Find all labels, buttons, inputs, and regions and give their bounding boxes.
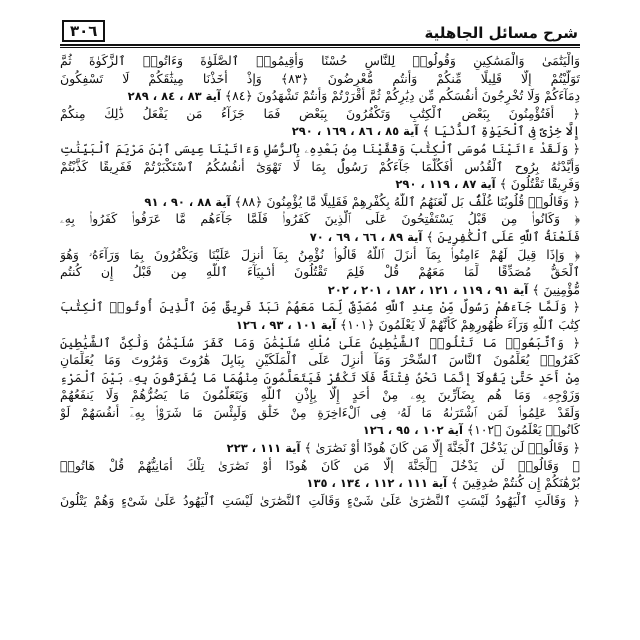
verse-text: تَوَلَّيْتُمْ إِلَّا قَلِيلًا مِّنكُمْ وَأَنتُم مُّعْرِضُونَ ﴿٨٣﴾ وَإِذْ أَخَذْنَا مِيثَٰقَكُمْ لَا تَسْفِكُونَ — [60, 70, 580, 86]
verse-text: كِتَٰبَ ٱللَّهِ وَرَآءَ ظُهُورِهِمْ كَأَنَّهُمْ لَا يَعْلَمُونَ ﴿١٠١﴾ — [340, 316, 580, 332]
verse-text: مِنْ أَحَدٍ حَتَّىٰ يَقُولَآ إِنَّمَا نَحْنُ فِتْنَةٌ فَلَا تَكْفُرْ فَيَتَعَلَّمُونَ مِنْهُمَا مَا يُفَرِّقُونَ بِهِۦ بَيْنَ ٱلْمَرْءِ — [60, 369, 580, 385]
verse-text: ﴿ وَكَانُوا۟ مِن قَبْلُ يَسْتَفْتِحُونَ عَلَى ٱلَّذِينَ كَفَرُوا۟ فَلَمَّا جَآءَهُم مَّا عَرَفُوا۟ كَفَرُوا۟ بِهِۦ — [60, 211, 580, 227]
header-rule-thin — [60, 47, 580, 48]
verse-reference: آية ٨٣ ، ٨٤ ، ٢٨٩ — [127, 89, 221, 104]
text-line — [60, 421, 580, 439]
verse-text: وَالْيَتَٰمَىٰ وَالْمَسَٰكِينِ وَقُولُوا۟ لِلنَّاسِ حُسْنًا وَأَقِيمُوا۟ ٱلصَّلَوٰةَ وَءَاتُوا۟ ٱلزَّكَوٰةَ ثُمَّ — [60, 53, 580, 68]
text-line — [60, 158, 580, 176]
verse-reference: آية ٩١ ، ١١٩ ، ١٢١ ، ١٨٢ ، ٢٠١ ، ٢٠٢ — [327, 282, 529, 297]
verse-text: ﴿ وَلَمَّا جَآءَهُمْ رَسُولٌ مِّنْ عِندِ ٱللَّهِ مُصَدِّقٌ لِّمَا مَعَهُمْ نَبَذَ فَرِيقٌ مِّنَ ٱلَّذِينَ أُوتُوا۟ ٱلْكِتَٰبَ — [60, 299, 580, 315]
verse-reference: آية ١٠١ ، ٩٣ ، ١٢٦ — [235, 317, 337, 332]
verse-text: ﴿ وَقَالُوا۟ لَن يَدْخُلَ ٱلْجَنَّةَ إِلَّا مَن كَانَ هُودًا أَوْ نَصَٰرَىٰ تِلْكَ أَمَانِيُّهُمْ قُلْ هَاتُوا۟ — [60, 457, 580, 473]
text-line — [60, 439, 580, 457]
text-line — [60, 193, 580, 211]
verse-text: ﴿ أَفَتُؤْمِنُونَ بِبَعْضِ ٱلْكِتَٰبِ وَتَكْفُرُونَ بِبَعْضٍ فَمَا جَزَآءُ مَن يَفْعَلُ ذَٰلِكَ مِنكُمْ — [60, 105, 580, 121]
verse-reference: آية ٨٩ ، ٦٦ ، ٦٩ ، ٧٠ — [309, 229, 423, 244]
verse-text: إِلَّا خِزْىٌ فِى ٱلْحَيَوٰةِ ٱلدُّنْيَا ﴾ — [422, 123, 580, 139]
verse-reference: آية ١١١ ، ١١٢ ، ١٣٤ ، ١٣٥ — [306, 476, 448, 491]
verse-text: ﴿ وَإِذَا قِيلَ لَهُمْ ءَامِنُوا۟ بِمَآ أَنزَلَ ٱللَّهُ قَالُوا۟ نُؤْمِنُ بِمَآ أُنزِلَ عَلَيْنَا وَيَكْفُرُونَ بِمَا وَرَآءَهُۥ وَهُوَ — [60, 246, 580, 262]
text-line — [60, 334, 580, 352]
verse-reference: آية ٨٧ ، ١١٩ ، ٢٩٠ — [395, 177, 496, 192]
header-rule — [60, 44, 580, 46]
text-line — [60, 369, 580, 387]
verse-text: وَزَوْجِهِۦ وَمَا هُم بِضَآرِّينَ بِهِۦ مِنْ أَحَدٍ إِلَّا بِإِذْنِ ٱللَّهِ وَيَتَعَلَّمُونَ مَا يَضُرُّهُمْ وَلَا يَنفَعُهُمْ — [60, 387, 580, 403]
text-line — [60, 87, 580, 105]
verse-text: ﴿ وَقَالَتِ ٱلْيَهُودُ لَيْسَتِ ٱلنَّصَٰرَىٰ عَلَىٰ شَىْءٍ وَقَالَتِ ٱلنَّصَٰرَىٰ لَيْسَتِ ٱلْيَهُودُ عَلَىٰ شَىْءٍ وَهُمْ يَتْلُونَ — [60, 492, 580, 508]
text-line — [60, 52, 580, 70]
verse-text: وَفَرِيقًا تَقْتُلُونَ ﴾ — [499, 176, 580, 192]
text-line — [60, 175, 580, 193]
verse-reference: آية ١١١ ، ٢٢٣ — [226, 441, 301, 456]
verse-text: ﴿ وَلَقَدْ ءَاتَيْنَا مُوسَى ٱلْكِتَٰبَ وَقَفَّيْنَا مِنۢ بَعْدِهِۦ بِٱلرُّسُلِ وَءَاتَيْنَا عِيسَى ٱبْنَ مَرْيَمَ ٱلْبَيِّنَٰتِ — [60, 140, 580, 156]
verse-text: ﴿ وَٱتَّبَعُوا۟ مَا تَتْلُوا۟ ٱلشَّيَٰطِينُ عَلَىٰ مُلْكِ سُلَيْمَٰنَ وَمَا كَفَرَ سُلَيْمَٰنُ وَلَٰكِنَّ ٱلشَّيَٰطِينَ — [60, 334, 580, 350]
text-line — [60, 105, 580, 123]
verse-text: مُّؤْمِنِينَ ﴾ — [532, 281, 580, 297]
text-line — [60, 246, 580, 264]
verse-reference: آية ١٠٢ ، ٩٥ ، ١٢٦ — [362, 423, 463, 438]
text-line — [60, 492, 580, 510]
verse-text: كَانُوا۟ يَعْلَمُونَ ﴿١٠٢﴾ — [466, 422, 580, 438]
text-line — [60, 210, 580, 228]
verse-text: وَأَيَّدْنَٰهُ بِرُوحِ ٱلْقُدُسِ أَفَكُلَّمَا جَآءَكُمْ رَسُولٌۢ بِمَا لَا تَهْوَىٰٓ أَنفُسُكُمُ ٱسْتَكْبَرْتُمْ فَفَرِيقًا كَذَّبْتُمْ — [60, 158, 580, 174]
text-line — [60, 281, 580, 299]
book-title: شرح مسائل الجاهلية — [424, 24, 578, 42]
verse-text: فَلَعْنَةُ ٱللَّهِ عَلَى ٱلْكَٰفِرِينَ ﴾ — [426, 228, 580, 244]
verse-text: كَفَرُوا۟ يُعَلِّمُونَ ٱلنَّاسَ ٱلسِّحْرَ وَمَآ أُنزِلَ عَلَى ٱلْمَلَكَيْنِ بِبَابِلَ هَٰرُوتَ وَمَٰرُوتَ وَمَا يُعَلِّمَانِ — [60, 352, 580, 368]
verse-text: ﴿ وَقَالُوا۟ قُلُوبُنَا غُلْفٌۢ بَل لَّعَنَهُمُ ٱللَّهُ بِكُفْرِهِمْ فَقَلِيلًا مَّا يُؤْمِنُونَ ﴿٨٨﴾ — [234, 193, 580, 209]
text-line — [60, 351, 580, 369]
verse-text: دِمَآءَكُمْ وَلَا تُخْرِجُونَ أَنفُسَكُم مِّن دِيَٰرِكُمْ ثُمَّ أَقْرَرْتُمْ وَأَنتُمْ تَشْهَدُونَ ﴿٨٤﴾ — [224, 88, 580, 104]
text-line — [60, 386, 580, 404]
verse-text: بُرْهَٰنَكُمْ إِن كُنتُمْ صَٰدِقِينَ ﴾ — [451, 475, 580, 491]
text-line — [60, 140, 580, 158]
text-line — [60, 263, 580, 281]
verse-text: ﴿ وَقَالُوا۟ لَن يَدْخُلَ ٱلْجَنَّةَ إِلَّا مَن كَانَ هُودًا أَوْ نَصَٰرَىٰ ﴾ — [304, 440, 580, 456]
verse-reference: آية ٨٥ ، ٨٦ ، ١٦٩ ، ٢٩٠ — [291, 124, 419, 139]
verse-text: وَلَقَدْ عَلِمُوا۟ لَمَنِ ٱشْتَرَىٰهُ مَا لَهُۥ فِى ٱلْءَاخِرَةِ مِنْ خَلَٰقٍ وَلَبِئْسَ مَا شَرَوْا۟ بِهِۦٓ أَنفُسَهُمْ لَوْ — [60, 404, 580, 420]
text-line — [60, 404, 580, 422]
text-line — [60, 474, 580, 492]
verse-reference: آية ٨٨ ، ٩٠ ، ٩١ — [144, 194, 231, 209]
page-number: ٣٠٦ — [62, 20, 105, 42]
page-header — [60, 14, 580, 42]
text-line — [60, 70, 580, 88]
text-line — [60, 457, 580, 475]
text-body — [60, 52, 580, 509]
document-page — [60, 14, 580, 626]
text-line — [60, 316, 580, 334]
verse-text: ٱلْحَقُّ مُصَدِّقًا لِّمَا مَعَهُمْ قُلْ فَلِمَ تَقْتُلُونَ أَنۢبِيَآءَ ٱللَّهِ مِن قَبْلُ إِن كُنتُم — [60, 264, 580, 280]
text-line — [60, 122, 580, 140]
text-line — [60, 298, 580, 316]
text-line — [60, 228, 580, 246]
